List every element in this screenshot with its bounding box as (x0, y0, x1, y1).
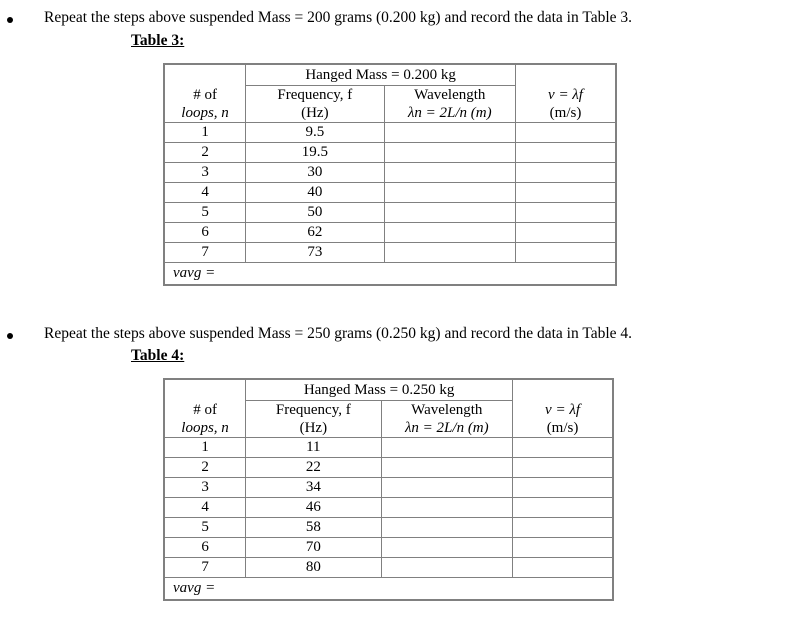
table-3-blank-corner-right (516, 64, 616, 86)
table-row: 7 73 (164, 243, 616, 263)
table-4-col-v: v = λf (m/s) (513, 401, 613, 438)
bullet-icon (7, 333, 13, 339)
table-row: 1 9.5 (164, 123, 616, 143)
table-3-mass-header: Hanged Mass = 0.200 kg (246, 64, 516, 86)
table-row: 2 19.5 (164, 143, 616, 163)
instruction-text: Repeat the steps above suspended Mass = 200 grams (0.200 kg) and record the data in Table 3. (44, 9, 633, 26)
table-3-col-f: Frequency, f (Hz) (246, 86, 384, 123)
table-3-avg-velocity: vavg = (164, 263, 616, 286)
table-3-blank-corner (164, 64, 246, 86)
table-4-col-n: # of loops, n (164, 401, 246, 438)
table-3 (163, 63, 617, 286)
table-4 (163, 378, 614, 601)
table-4-blank-corner (164, 379, 246, 401)
table-4-col-lambda: Wavelength λn = 2L/n (m) (381, 401, 513, 438)
table-4-avg-velocity: vavg = (164, 578, 613, 601)
table-4-mass-header: Hanged Mass = 0.250 kg (246, 379, 513, 401)
table-3-col-lambda: Wavelength λn = 2L/n (m) (384, 86, 516, 123)
table-3-caption: Table 3: (131, 32, 185, 49)
table-row: 6 62 (164, 223, 616, 243)
table-row: 5 50 (164, 203, 616, 223)
table-3-col-v: v = λf (m/s) (516, 86, 616, 123)
table-row: 1 11 (164, 438, 613, 458)
table-row: 7 80 (164, 558, 613, 578)
table-row: 3 34 (164, 478, 613, 498)
instruction-text: Repeat the steps above suspended Mass = 250 grams (0.250 kg) and record the data in Table 4. (44, 325, 633, 342)
table-row: 6 70 (164, 538, 613, 558)
table-4-caption: Table 4: (131, 347, 185, 364)
bullet-icon (7, 17, 13, 23)
table-row: 4 46 (164, 498, 613, 518)
table-row: 2 22 (164, 458, 613, 478)
table-3-col-n: # of loops, n (164, 86, 246, 123)
table-row: 3 30 (164, 163, 616, 183)
table-row: 5 58 (164, 518, 613, 538)
table-row: 4 40 (164, 183, 616, 203)
table-4-col-f: Frequency, f (Hz) (246, 401, 381, 438)
table-4-blank-corner-right (513, 379, 613, 401)
